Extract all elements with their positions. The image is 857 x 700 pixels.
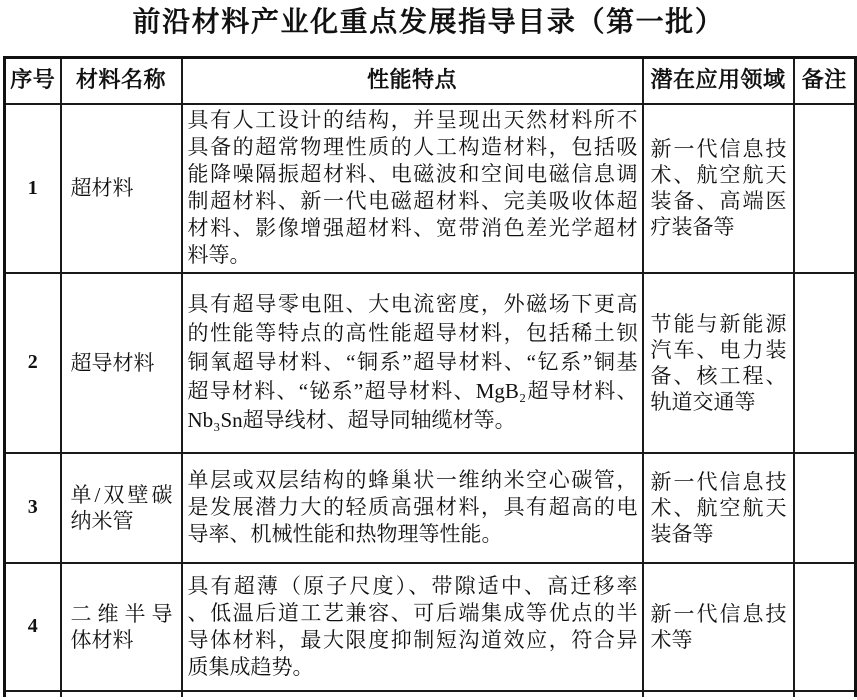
features-line: 单层或双层结构的蜂巢状一维纳米空心碳管， — [187, 468, 638, 492]
table-header-row — [5, 58, 856, 104]
applications-line: 新一代信息技 — [650, 601, 787, 626]
features-line: 质集成趋势。 — [187, 654, 314, 679]
features-line: 是发展潜力大的轻质高强材料，具有超高的电 — [187, 495, 638, 519]
header-serial-number: 序号 — [5, 58, 61, 104]
material-name-line: 纳米管 — [70, 508, 134, 533]
features-line: 导率、机械性能和热物理等性能。 — [187, 522, 503, 546]
material-name-line: 超导材料 — [70, 350, 155, 375]
features-line: 铜氧超导材料、“铜系”超导材料、“钇系”铜基 — [187, 350, 638, 374]
remarks-cell — [794, 453, 856, 563]
table-row — [5, 563, 856, 691]
features-line: 超导材料、“铋系”超导材料、MgB₂超导材料、 — [187, 379, 638, 403]
features-line: 的性能等特点的高性能超导材料，包括稀土钡 — [187, 321, 638, 345]
material-name-line: 单/双壁碳 — [70, 482, 173, 507]
partial-row-cell — [794, 691, 856, 697]
serial-number-cell: 4 — [5, 563, 61, 691]
features-cell — [182, 563, 643, 691]
applications-cell — [643, 273, 794, 453]
header-remarks: 备注 — [794, 58, 856, 104]
applications-line: 装备、高端医 — [650, 189, 787, 213]
remarks-cell — [794, 104, 856, 273]
features-line: 料等。 — [187, 243, 251, 267]
serial-number-cell: 1 — [5, 104, 61, 273]
features-line: 、低温后道工艺兼容、可后端集成等优点的半 — [187, 600, 638, 625]
material-name-line: 体材料 — [70, 627, 134, 652]
applications-line: 术、航空航天 — [650, 495, 787, 520]
material-name-cell — [61, 104, 182, 273]
features-line: Nb₃Sn超导线材、超导同轴缆材等。 — [187, 408, 516, 432]
applications-line: 备、核工程、 — [650, 363, 787, 388]
partial-row-cell — [643, 691, 794, 697]
applications-cell — [643, 453, 794, 563]
features-line: 材料、影像增强超材料、宽带消色差光学超材 — [187, 216, 638, 240]
serial-number-cell: 2 — [5, 273, 61, 453]
applications-line: 新一代信息技 — [650, 137, 787, 161]
document-title: 前沿材料产业化重点发展指导目录（第一批） — [132, 5, 725, 38]
applications-line: 疗装备等 — [650, 215, 735, 239]
features-cell — [182, 453, 643, 563]
material-name-cell — [61, 563, 182, 691]
partial-row-cell — [61, 691, 182, 697]
features-line: 具有人工设计的结构，并呈现出天然材料所不 — [187, 108, 638, 132]
features-cell — [182, 273, 643, 453]
applications-line: 术、航空航天 — [650, 163, 787, 187]
partial-row-cell — [182, 691, 643, 697]
applications-line: 新一代信息技 — [650, 469, 787, 494]
features-line: 能降噪隔振超材料、电磁波和空间电磁信息调 — [187, 162, 638, 186]
features-line: 具备的超常物理性质的人工构造材料，包括吸 — [187, 135, 638, 159]
applications-cell — [643, 563, 794, 691]
table-row-partial — [5, 691, 856, 697]
features-line: 具有超导零电阻、大电流密度，外磁场下更高 — [187, 292, 638, 316]
remarks-cell — [794, 563, 856, 691]
material-name-cell — [61, 453, 182, 563]
header-material-name: 材料名称 — [61, 58, 182, 104]
table-row — [5, 453, 856, 563]
table-row — [5, 104, 856, 273]
material-name-line: 二维半导 — [70, 601, 173, 626]
header-performance-features: 性能特点 — [182, 58, 643, 104]
table-row — [5, 273, 856, 453]
applications-line: 节能与新能源 — [650, 311, 787, 336]
remarks-cell — [794, 273, 856, 453]
applications-line: 汽车、电力装 — [650, 337, 787, 362]
applications-cell — [643, 104, 794, 273]
header-application-fields: 潜在应用领域 — [643, 58, 794, 104]
material-name-line: 超材料 — [70, 176, 134, 200]
serial-number-cell: 3 — [5, 453, 61, 563]
applications-line: 术等 — [650, 627, 693, 652]
applications-line: 装备等 — [650, 521, 714, 546]
applications-line: 轨道交通等 — [650, 389, 756, 414]
features-line: 导体材料，最大限度抑制短沟道效应，符合异 — [187, 627, 638, 652]
catalog-table — [3, 56, 857, 697]
partial-row-cell — [5, 691, 61, 697]
material-name-cell — [61, 273, 182, 453]
features-line: 制超材料、新一代电磁超材料、完美吸收体超 — [187, 189, 638, 213]
features-line: 具有超薄（原子尺度）、带隙适中、高迁移率 — [187, 573, 638, 598]
features-cell — [182, 104, 643, 273]
